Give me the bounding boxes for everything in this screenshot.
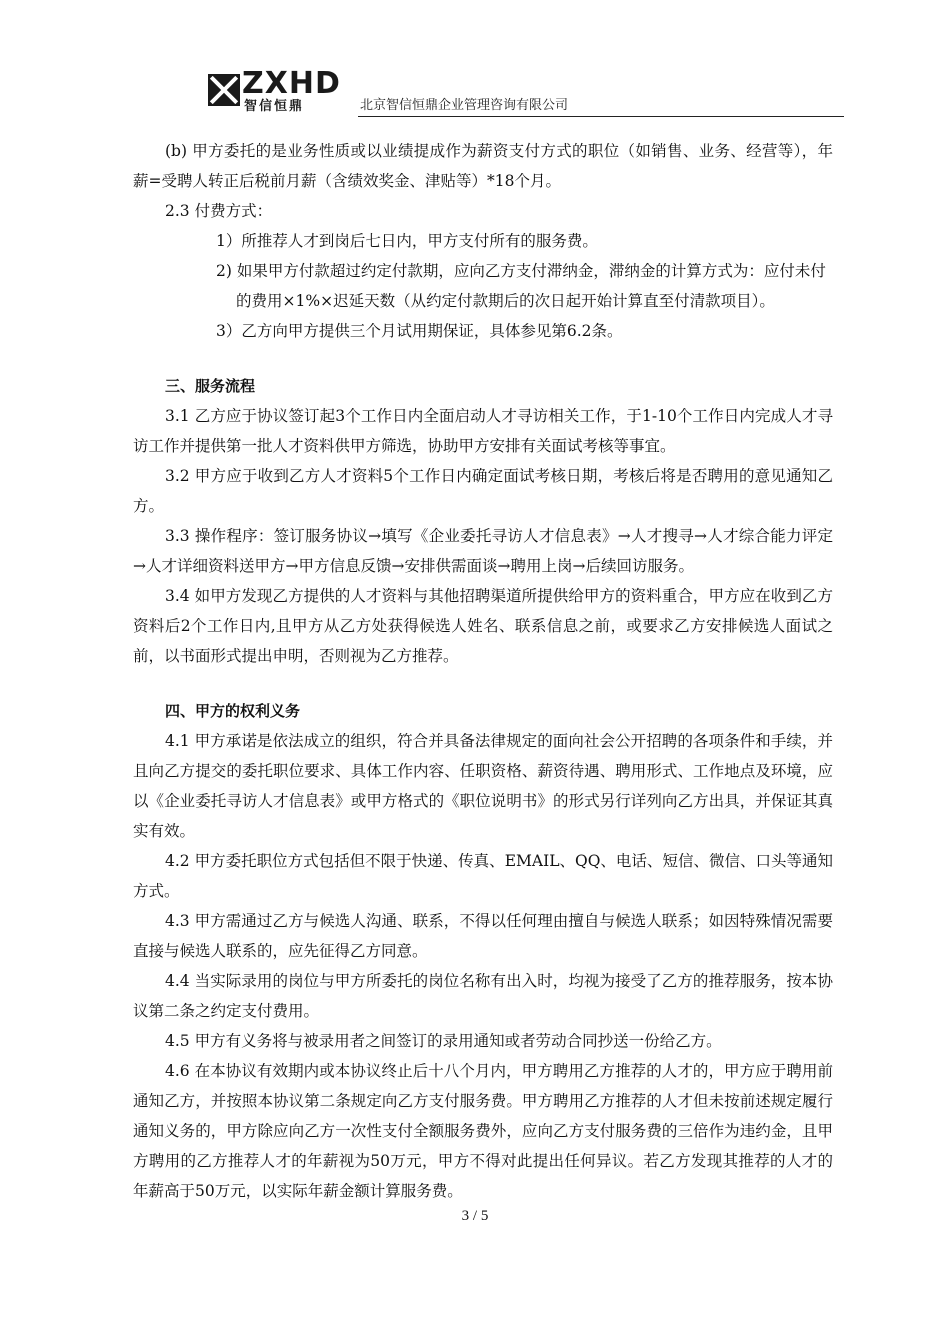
page-number: 3 / 5 <box>461 1208 489 1224</box>
paragraph-4-5: 4.5 甲方有义务将与被录用者之间签订的录用通知或者劳动合同抄送一份给乙方。 <box>165 1032 722 1050</box>
logo-subtext: 智信恒鼎 <box>244 99 305 114</box>
paragraph-4-4: 4.4 当实际录用的岗位与甲方所委托的岗位名称有出入时，均视为接受了乙方的推荐服务，按本协议第二条之约定支付费用。 <box>133 972 833 1020</box>
paragraph-4-1: 4.1 甲方承诺是依法成立的组织，符合并具备法律规定的面向社会公开招聘的各项条件和手续，并且向乙方提交的委托职位要求、具体工作内容、任职资格、薪资待遇、聘用形式、工作地点及环境，应以《企业委托寻访人才信息表》或甲方格式的《职位说明书》的形式另行详列向乙方出具，并保证其真实有效。 <box>133 732 833 840</box>
paragraph-4-2: 4.2 甲方委托职位方式包括但不限于快递、传真、EMAIL、QQ、电话、短信、微信、口头等通知方式。 <box>133 852 833 900</box>
logo-mark-icon <box>208 74 240 106</box>
section-heading-3: 三、服务流程 <box>165 377 256 395</box>
paragraph-2-3-3: 3）乙方向甲方提供三个月试用期保证，具体参见第6.2条。 <box>216 322 623 340</box>
paragraph-3-1: 3.1 乙方应于协议签订起3个工作日内全面启动人才寻访相关工作，于1-10个工作日内完成人才寻访工作并提供第一批人才资料供甲方筛选，协助甲方安排有关面试考核等事宜。 <box>133 407 833 455</box>
header-divider <box>358 116 844 117</box>
paragraph-4-6: 4.6 在本协议有效期内或本协议终止后十八个月内，甲方聘用乙方推荐的人才的，甲方应于聘用前通知乙方，并按照本协议第二条规定向乙方支付服务费。甲方聘用乙方推荐的人才但未按前述规定履行通知义务的，甲方除应向乙方一次性支付全额服务费外，应向乙方支付服务费的三倍作为违约金，且甲方聘用的乙方推荐人才的年薪视为50万元，甲方不得对此提出任何异议。若乙方发现其推荐的人才的年薪高于50万元，以实际年薪金额计算服务费。 <box>133 1062 833 1200</box>
paragraph-3-2: 3.2 甲方应于收到乙方人才资料5个工作日内确定面试考核日期，考核后将是否聘用的意见通知乙方。 <box>133 467 833 515</box>
paragraph-2-3: 2.3 付费方式： <box>165 202 273 220</box>
paragraph-3-4: 3.4 如甲方发现乙方提供的人才资料与其他招聘渠道所提供给甲方的资料重合，甲方应在收到乙方资料后2个工作日内,且甲方从乙方处获得候选人姓名、联系信息之前，或要求乙方安排候选人面试之前，以书面形式提出申明，否则视为乙方推荐。 <box>133 587 833 665</box>
section-heading-4: 四、甲方的权利义务 <box>165 702 301 720</box>
paragraph-b: (b) 甲方委托的是业务性质或以业绩提成作为薪资支付方式的职位（如销售、业务、经营等），年薪=受聘人转正后税前月薪（含绩效奖金、津贴等）*18个月。 <box>133 142 833 190</box>
paragraph-2-3-2: 2) 如果甲方付款超过约定付款期，应向乙方支付滞纳金，滞纳金的计算方式为：应付未付的费用×1%×迟延天数（从约定付款期后的次日起开始计算直至付清款项目）。 <box>216 262 826 310</box>
document-body <box>133 136 833 1206</box>
paragraph-3-3: 3.3 操作程序：签订服务协议→填写《企业委托寻访人才信息表》→人才搜寻→人才综合能力评定→人才详细资料送甲方→甲方信息反馈→安排供需面谈→聘用上岗→后续回访服务。 <box>133 527 833 575</box>
page-header <box>208 66 844 118</box>
company-logo <box>208 66 358 114</box>
paragraph-2-3-1: 1）所推荐人才到岗后七日内，甲方支付所有的服务费。 <box>216 232 598 250</box>
company-name: 北京智信恒鼎企业管理咨询有限公司 <box>360 98 569 113</box>
logo-text: ZXHD <box>242 66 341 101</box>
paragraph-4-3: 4.3 甲方需通过乙方与候选人沟通、联系，不得以任何理由擅自与候选人联系；如因特殊情况需要直接与候选人联系的，应先征得乙方同意。 <box>133 912 833 960</box>
